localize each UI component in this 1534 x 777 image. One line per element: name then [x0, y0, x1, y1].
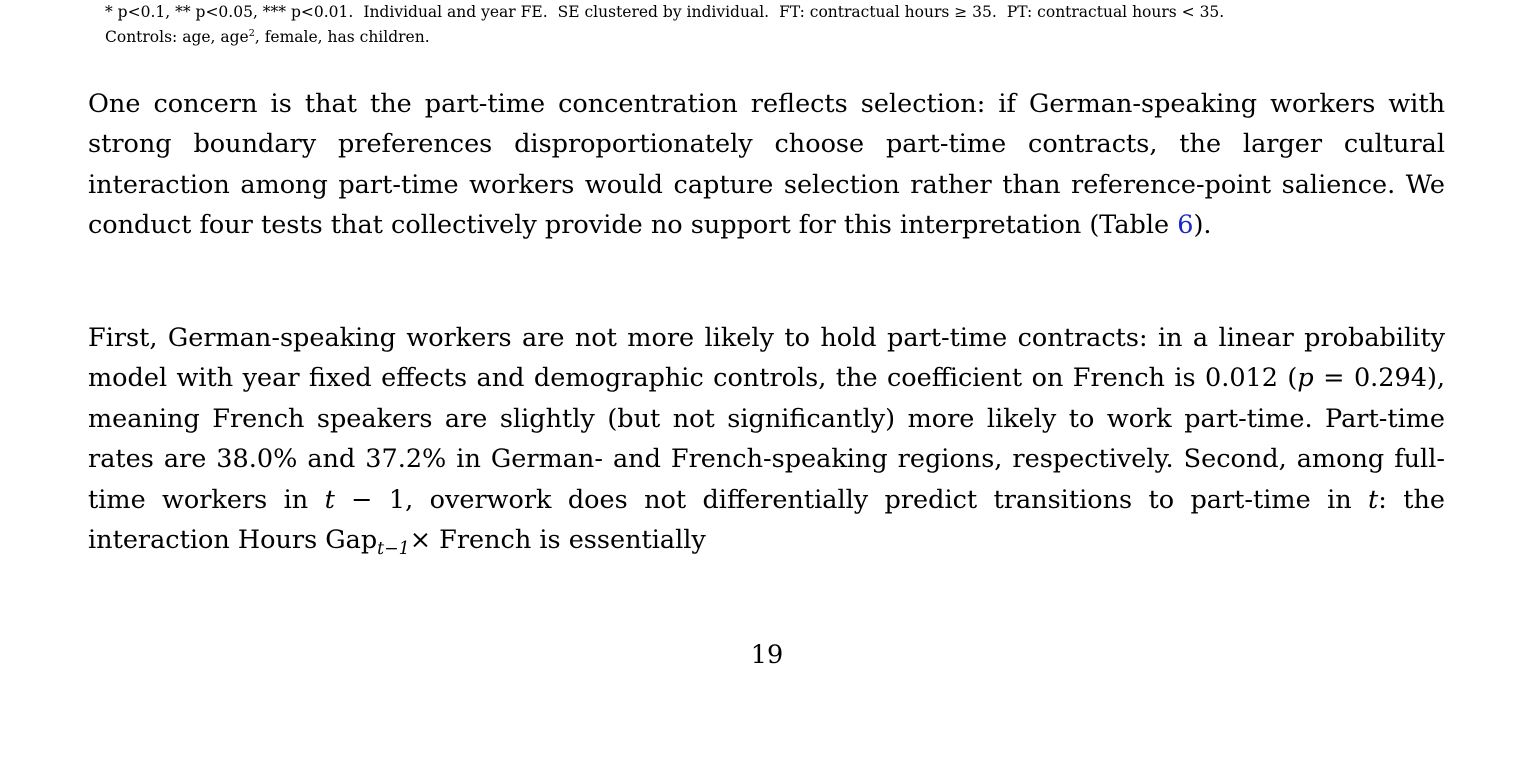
table-notes-line-2 — [105, 25, 1435, 50]
paragraph-2-segment-3: − 1, overwork does not differentially predict transitions to part-time in — [334, 484, 1369, 515]
notes-significance: * p<0.1, ** p<0.05, *** p<0.01. — [105, 3, 354, 21]
paragraph-2-segment-2: = 0.294), meaning French speakers are slightly (but not significantly) more likely to work part-time. Part-time rates are 38.0% and 37.2% in German- and French-speaking regions, respectively. Second, among full-time workers in — [88, 363, 1445, 515]
page-number: 19 — [750, 640, 784, 670]
notes-controls-superscript: 2 — [248, 27, 255, 39]
math-italic-t-second: t — [1368, 484, 1379, 515]
notes-standard-errors: SE clustered by individual. — [557, 3, 770, 21]
paragraph-1-part-2: ). — [1193, 210, 1212, 241]
table-6-reference-link[interactable]: 6 — [1177, 210, 1194, 241]
math-italic-p: p — [1297, 363, 1314, 394]
paragraph-2-text — [88, 318, 1445, 560]
paragraph-selection-concern — [88, 84, 1445, 246]
paragraph-2-segment-5: × French is essentially — [409, 525, 706, 556]
paragraph-2-segment-4: : the interaction Hours Gap — [88, 484, 1445, 556]
paragraph-2-segment-1: First, German-speaking workers are not more likely to hold part-time contracts: in a linear probability model with year fixed effects and demographic controls, the coefficient on French is 0.012 ( — [88, 323, 1445, 394]
paragraph-first-test — [88, 318, 1445, 560]
hours-gap-subscript: t−1 — [377, 539, 410, 560]
notes-controls-post: , female, has children. — [254, 28, 430, 47]
table-notes-line-1 — [105, 0, 1435, 25]
notes-part-time-definition: PT: contractual hours < 35. — [1006, 3, 1225, 21]
table-notes — [105, 0, 1435, 50]
notes-controls-pre: Controls: age, age — [105, 28, 249, 47]
math-italic-t-first: t — [324, 484, 335, 515]
notes-full-time-definition: FT: contractual hours ≥ 35. — [779, 3, 997, 21]
paragraph-1-part-1: One concern is that the part-time concentration reflects selection: if German-speaking workers with strong boundary preferences disproportionately choose part-time contracts, the larger cultural interaction among part-time workers would capture selection rather than reference-point salience. We conduct four tests that collectively provide no support for this interpretation (Table — [88, 89, 1445, 241]
notes-fixed-effects: Individual and year FE. — [363, 3, 548, 21]
paragraph-1-text — [88, 84, 1445, 246]
